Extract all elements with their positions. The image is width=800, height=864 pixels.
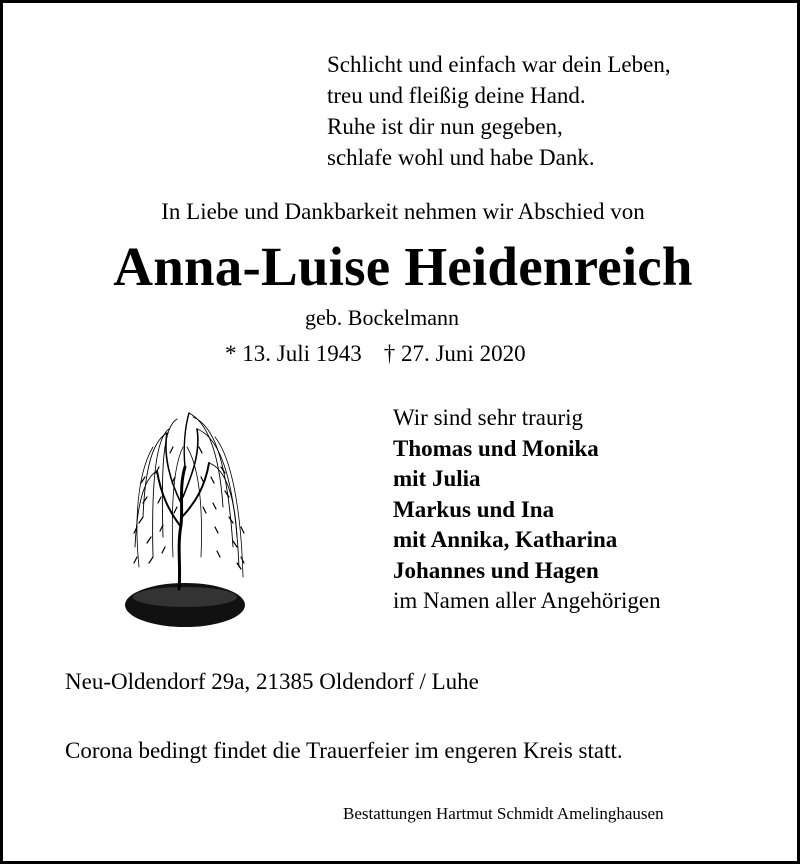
poem-line: schlafe wohl und habe Dank. [327,145,595,170]
family-closing: im Namen aller Angehörigen [393,588,661,613]
poem-line: Ruhe ist dir nun gegeben, [327,114,563,139]
family-member: Johannes und Hagen [393,557,599,583]
life-dates [225,341,526,367]
birth-date: * 13. Juli 1943 [225,341,362,366]
poem [327,49,671,173]
family-member: mit Julia [393,466,481,491]
family-opening: Wir sind sehr traurig [393,405,584,430]
undertaker: Bestattungen Hartmut Schmidt Amelinghausen [343,804,664,823]
maiden-name: geb. Bockelmann [305,305,459,330]
death-date: † 27. Juni 2020 [383,341,526,366]
family-member: Markus und Ina [393,496,555,522]
poem-line: treu und fleißig deine Hand. [327,83,586,108]
family-member: Thomas und Monika [393,435,599,461]
service-note: Corona bedingt findet die Trauerfeier im engeren Kreis statt. [65,738,623,763]
weeping-willow-tree-icon [123,407,253,635]
address: Neu-Oldendorf 29a, 21385 Oldendorf / Luhe [65,669,479,694]
poem-line: Schlicht und einfach war dein Leben, [327,52,671,77]
family-signature [393,403,661,617]
family-member: mit Annika, Katharina [393,527,618,552]
deceased-name: Anna-Luise Heidenreich [113,236,693,297]
intro-text: In Liebe und Dankbarkeit nehmen wir Abschied von [161,199,645,224]
